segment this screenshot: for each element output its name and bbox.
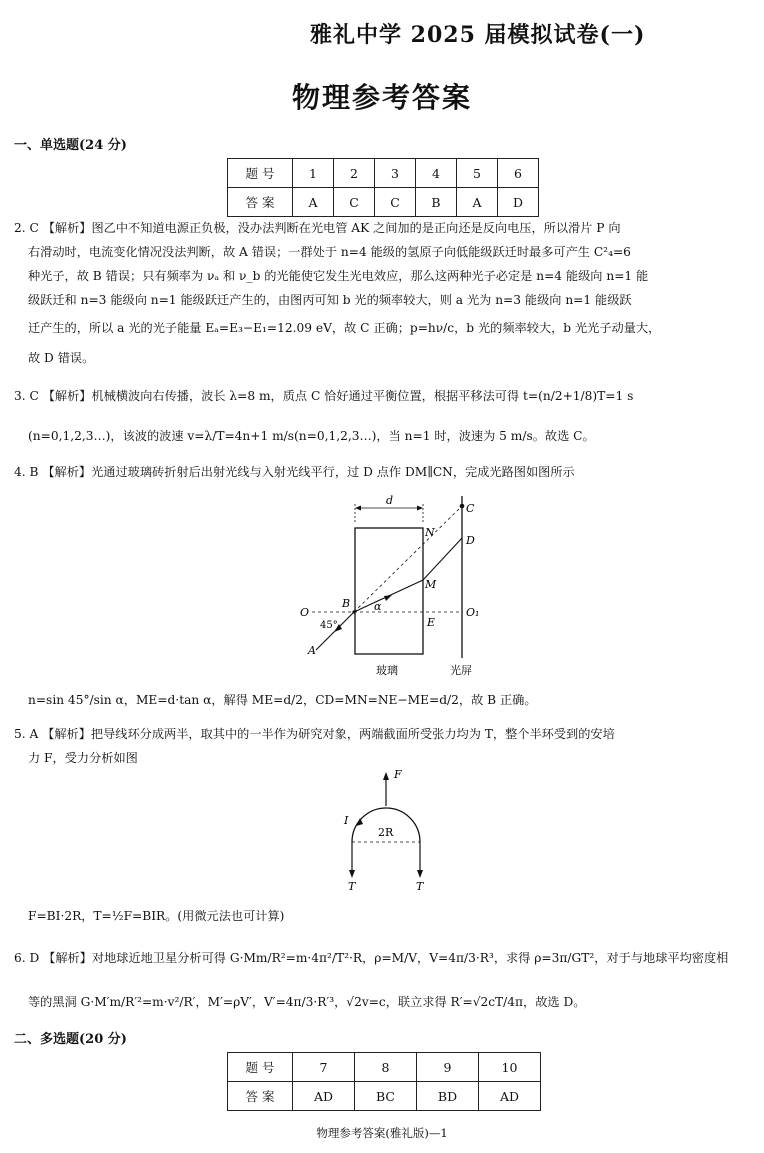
table-cell: 题 号 [228,1053,293,1082]
table-cell: 答 案 [228,1082,293,1111]
q2-line-2: 右滑动时，电流变化情况没法判断，故 A 错误；一群处于 n=4 能级的氢原子向低能级跃迁时最多可产生 C²₄=6 [28,245,631,259]
table-cell: A [293,188,334,217]
table-cell: C [375,188,416,217]
label-n: N [425,526,435,539]
table-cell: AD [479,1082,541,1111]
q2-line-1: 2. C 【解析】图乙中不知道电源正负极，没办法判断在光电管 AK 之间加的是正向还是反向电压，所以滑片 P 向 [14,221,621,235]
table-row [228,1082,541,1111]
half-ring-force-diagram [330,766,440,896]
q5-line-1: 5. A 【解析】把导线环分成两半，取其中的一半作为研究对象，两端截面所受张力均为 T，整个半环受到的安培 [14,727,615,741]
label-o1: O₁ [466,606,480,619]
table-cell: 5 [457,159,498,188]
table-cell: 10 [479,1053,541,1082]
exit-ray [423,538,462,580]
q4-line-2: n=sin 45°/sin α，ME=d·tan α，解得 ME=d/2，CD=MN=NE−ME=d/2，故 B 正确。 [28,693,537,707]
label-e: E [427,616,436,629]
label-d-point: D [466,534,475,547]
q5-line-3: F=BI·2R，T=½F=BIR。(用微元法也可计算) [28,909,285,923]
label-glass: 玻璃 [376,664,398,677]
table-cell: 答 案 [228,188,293,217]
answer-table-single-choice [227,158,539,217]
q2-line-5: 迁产生的，所以 a 光的光子能量 Eₐ=E₃−E₁=12.09 eV，故 C 正确；p=hν/c，b 光的频率较大，b 光光子动量大， [28,321,661,335]
q2-line-3: 种光子，故 B 错误；只有频率为 νₐ 和 ν_b 的光能使它发生光电效应，那么这两种光子必定是 n=4 能级向 n=1 能 [28,269,649,283]
school-title: 雅礼中学 2025 届模拟试卷(一) [310,22,646,48]
q2-line-6: 故 D 错误。 [28,351,95,365]
table-cell: BD [417,1082,479,1111]
q3-line-1: 3. C 【解析】机械横波向右传播，波长 λ=8 m，质点 C 恰好通过平衡位置，根据平移法可得 t=(n/2+1/8)T=1 s [14,389,634,403]
label-2r: 2R [378,826,394,839]
table-cell: 4 [416,159,457,188]
table-row [228,159,539,188]
label-o: O [300,606,310,619]
label-t-left: T [348,880,356,893]
table-cell: D [498,188,539,217]
table-cell: 6 [498,159,539,188]
table-cell: 8 [355,1053,417,1082]
extension-ray [354,506,462,612]
label-a: A [308,644,316,657]
label-45-degree: 45° [320,620,338,631]
label-f: F [394,768,402,781]
refraction-diagram [290,490,510,678]
table-cell: 3 [375,159,416,188]
table-cell: 题 号 [228,159,293,188]
table-cell: 2 [334,159,375,188]
section-heading-single-choice: 一、单选题(24 分) [14,138,127,153]
table-cell: AD [293,1082,355,1111]
table-row [228,1053,541,1082]
label-m: M [425,578,437,591]
q2-line-4: 级跃迁和 n=3 能级向 n=1 能级跃迁产生的，由图丙可知 b 光的频率较大，则 a 光为 n=3 能级向 n=1 能级跃 [28,293,632,307]
q6-line-2: 等的黑洞 G·M′m/R′²=m·v²/R′，M′=ρV′，V′=4π/3·R′³，√2v=c，联立求得 R′=√2cT/4π，故选 D。 [28,995,586,1009]
table-cell: BC [355,1082,417,1111]
section-heading-multiple-choice: 二、多选题(20 分) [14,1032,127,1047]
table-cell: 9 [417,1053,479,1082]
label-i: I [344,814,349,827]
q6-line-1: 6. D 【解析】对地球近地卫星分析可得 G·Mm/R²=m·4π²/T²·R，ρ=M/V，V=4π/3·R³，求得 ρ=3π/GT²，对于与地球平均密度相 [14,951,729,965]
table-row [228,188,539,217]
page-footer: 物理参考答案(雅礼版)—1 [316,1126,448,1140]
label-b: B [342,597,351,610]
table-cell: C [334,188,375,217]
label-t-right: T [416,880,424,893]
label-screen: 光屏 [450,664,472,677]
answer-table-multiple-choice [227,1052,541,1111]
q3-line-2: (n=0,1,2,3…)，该波的波速 v=λ/T=4n+1 m/s(n=0,1,2,3…)，当 n=1 时，波速为 5 m/s。故选 C。 [28,429,595,443]
table-cell: 7 [293,1053,355,1082]
label-alpha: α [374,600,382,613]
table-cell: 1 [293,159,334,188]
glass-block [355,528,423,654]
page-title: 物理参考答案 [291,81,472,114]
q4-line-1: 4. B 【解析】光通过玻璃砖折射后出射光线与入射光线平行，过 D 点作 DM∥CN，完成光路图如图所示 [14,465,575,479]
q5-line-2: 力 F，受力分析如图 [28,751,138,765]
table-cell: B [416,188,457,217]
table-cell: A [457,188,498,217]
label-d: d [386,494,394,507]
label-c: C [466,502,475,515]
